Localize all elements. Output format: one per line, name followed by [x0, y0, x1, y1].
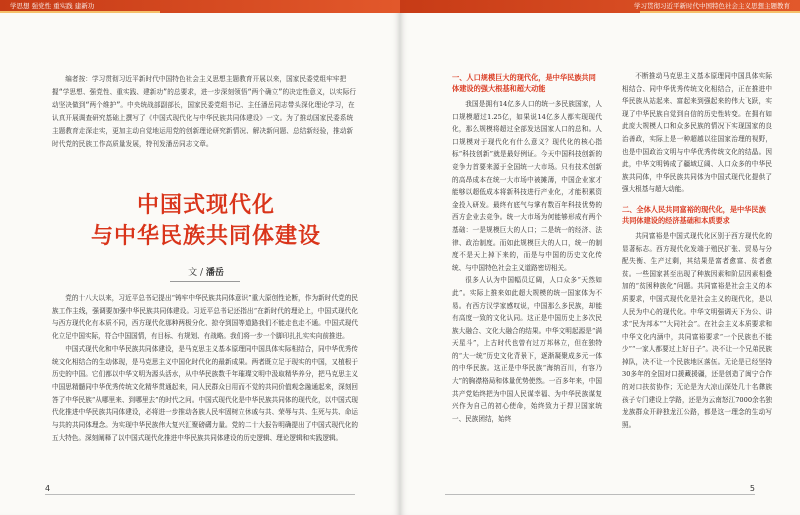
- page-number-right: 5: [749, 484, 755, 493]
- byline: [56, 265, 356, 278]
- right-column-2: [622, 70, 772, 431]
- body-paragraph: 我国是拥有14亿多人口的统一多民族国家，人口规模超过1.25亿，如果说14亿多人都实现现代化，那么规模将超过全部发达国家人口的总和。人口规模对于现代化有什么意义？现代化的核心指标“科技创新”就是最好例证。今天中国科技创新的竞争力首要来源于全国统一大市场。只有技术创新的高昂成本在统一大市场中被摊薄，中国企业家才能够以超低成本将新科技进行产业化，才能积累资金投入研发。最终有底气与掌有数百年科技优势的西方企业去竞争。统一大市场为何能够形成有两个基础：一是规模巨大的人口；二是统一的经济、法律、政治制度。而如此规模巨大的人口，统一的制度不是天上掉下来的，而是与中国的历史文化传统、与中国特色社会主义道路密切相关。: [452, 100, 602, 272]
- right-header-text: 学习贯彻习近平新时代中国特色社会主义思想主题教育: [634, 2, 790, 10]
- section-2-heading: 二、全体人民共同富裕的现代化，是中华民族共同体建设的经济基础和本质要求: [622, 204, 766, 225]
- body-paragraph: 中国式现代化和中华民族共同体建设，是马克思主义基本原理同中国具体实际相结合，同中华优秀传统文化相结合的生动体现，是马克思主义中国化时代化的最新成果。两者既立足于现实的中国，又植根于历史的中国。它们都以中华文明为源头活水，从中华民族数千年璀璨文明中汲取精华养分，把马克思主义中国思精髓同中华优秀传统文化精华贯通起来，同人民群众日用而不觉的共同价值观念融通起来，深刻回答了中华民族“从哪里来、到哪里去”的时代之问。中国式现代化是中华民族共同体的现代化，以中国式现代化推进中华民族共同体建设，必将进一步推动各族人民牢固树立休戚与共、荣辱与共、生死与共、命运与共的共同体理念。为实现中华民族伟大复兴汇聚磅礴力量。党的二十大报告明确提出了中国式现代化的五大特色。深刻阐释了以中国式现代化推进中华民族共同体建设的历史逻辑、理论逻辑和实践逻辑。: [52, 344, 358, 442]
- author-name: 潘岳: [205, 268, 224, 278]
- left-header-text: 学思想 强党性 重实践 建新功: [10, 2, 95, 10]
- byline-prefix: 文 /: [188, 268, 206, 278]
- section-1-heading: 一、人口规模巨大的现代化，是中华民族共同体建设的强大根基和超大动能: [452, 73, 596, 93]
- body-paragraph: 很多人认为中国幅员辽阔，人口众多“天然如此”。实际上推来如此超大规模的统一国家体为不易。有西方汉学家感叹说，中国那么多民族，却能有高度一致的文化认同。这正是中国历史上多次民族大融合、文化大融合的结果。中华文明起源是“满天星斗”，上古时代也曾有过万邦林立，但在独特的“大一统”历史文化背景下，逐渐凝聚成多元一体的中华民族。这正是中华民族“海纳百川，有容乃大”的胸襟格局和体量优势使然。一百多年来，中国共产党始终把为中国人民谋幸福、为中华民族谋复兴作为自己的初心使命，始终致力于捍卫国家统一、民族团结，始终: [452, 276, 602, 423]
- left-footer-rule: [45, 494, 355, 495]
- body-paragraph: 不断推动马克思主义基本原理同中国具体实际相结合、同中华优秀传统文化相结合，正在推进中华民族从站起来、富起来到强起来的伟大飞跃，实现了中华民族自觉到自信的历史性转变。在拥有如此庞大规模人口和众多民族的情况下实现国家的良治善政，实际上是一种超越以往国家治理的视野，也是中国政治文明与中华优秀传统文化的结晶。因此，中华文明铸成了疆域辽阔、人口众多的中华民族共同体，中华民族共同体为中国式现代化提供了强大根基与超大动能。: [622, 72, 772, 194]
- left-header-accent-bar: [0, 11, 160, 13]
- body-paragraph: 共同富裕是中国式现代化区别于西方现代化的显著标志。西方现代化发端于殖民扩张、贸易与分配失衡、生产过剩，其结果是富者愈富、贫者愈贫。一些国家甚至出现了种族因素和阶层因素相叠加的“贫困种族化”问题。共同富裕是社会主义的本质要求，中国式现代化是社会主义的现代化，是以人民为中心的现代化。中华文明强调天下为公、讲求“民为邦本”“大同社会”。在社会主义本质要求和中华文化内涵中，共同富裕要求“一个民族也不能少”“一家人都要过上好日子”。决不让一个兄弟民族掉队，决不让一个民族地区落伍。无论是已经坚持30多年的全国对口援藏援疆，还是创造了闽宁合作的对口扶贫协作；无论是为大凉山深处几十名彝族孩子专门建设上学路，还是为云南怒江7000余名独龙族群众开辟独龙江公路，都是这一理念的生动写照。: [622, 231, 772, 429]
- editor-note: 编者按：学习贯彻习近平新时代中国特色社会主义思想主题教育开展以来，国家民委党组牢牢把握“学思想、强党性、重实践、建新功”的总要求，进一步深刻领悟“两个确立”的决定性意义，以实际行动坚决做到“两个维护”。中央统战部副部长，国家民委党组书记、主任潘岳同志带头深化理论学习，在认真开展调查研究基础上撰写了《中国式现代化与中华民族共同体建设》一文。为了推动国家民委系统主题教育走深走实，更加主动自觉地运用党的创新理论研究新情况、解决新问题、总结新经验，推动新时代党的民族工作高质量发展，特刊发潘岳同志文章。: [52, 75, 357, 148]
- title-line-2: 与中华民族共同体建设: [90, 224, 321, 249]
- right-running-header: [400, 0, 800, 13]
- page-number-left: 4: [45, 484, 51, 493]
- left-running-header: [0, 0, 400, 13]
- left-body-text: [52, 292, 358, 444]
- body-paragraph: 党的十八大以来，习近平总书记提出“铸牢中华民族共同体意识”重大原创性论断，作为新时代党的民族工作主线，强调要加强中华民族共同体建设。习近平总书记还指出“在新时代的理论上，中国式现代化与西方现代化有本质不同，西方现代化那种两极分化、掠夺到国等道路我们不能走也走不通。中国式现代化立足中国实际，符合中国国情，有目标、有规划、有战略。我们将一步一个脚印扎扎实实向前推进。: [52, 294, 358, 341]
- article-title: [56, 190, 356, 252]
- right-page: [400, 0, 800, 515]
- right-footer-rule: [445, 494, 755, 495]
- title-line-1: 中国式现代化: [136, 193, 275, 218]
- byline-divider: [170, 281, 240, 282]
- right-column-1: [452, 70, 602, 425]
